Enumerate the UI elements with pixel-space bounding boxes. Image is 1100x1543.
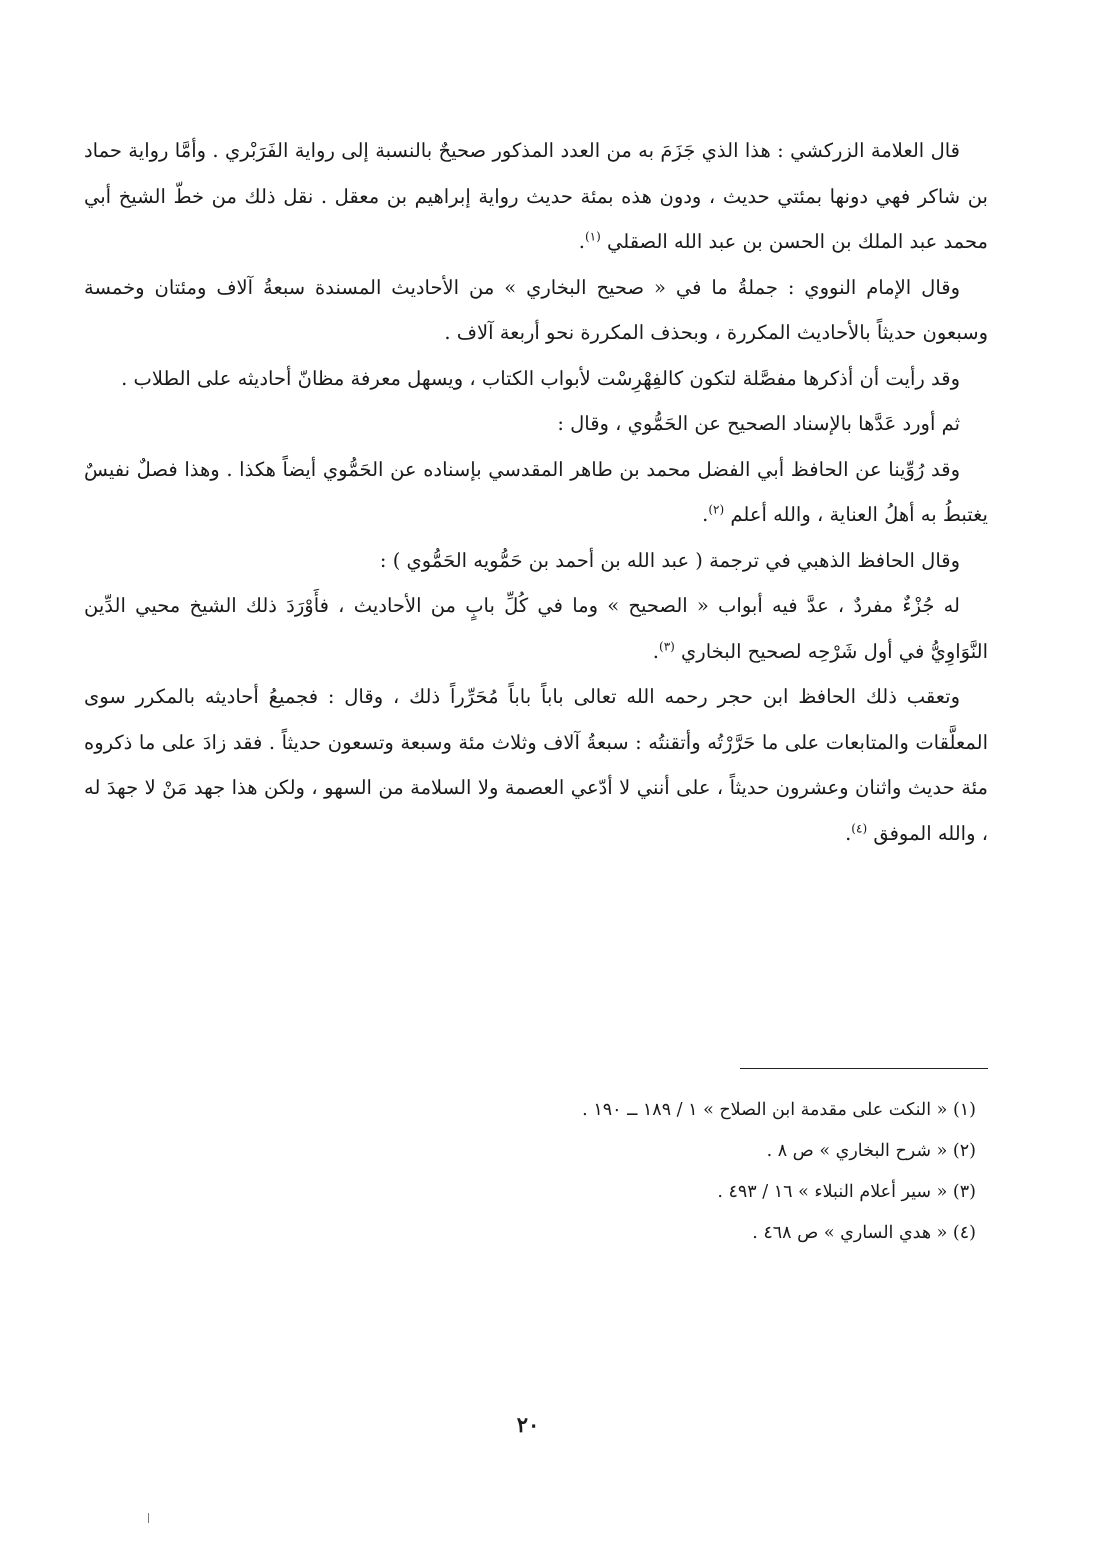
footnotes xyxy=(300,1090,976,1254)
footnote-1: (١) « النكت على مقدمة ابن الصلاح » ١ / ١٨٩ ــ ١٩٠ . xyxy=(582,1100,976,1120)
paragraph-text: وتعقب ذلك الحافظ ابن حجر رحمه الله تعالى باباً باباً مُحَرِّراً ذلك ، وقال : فجميعُ أحاديثه بالمكرر سوى المعلَّقات والمتابعات على ما حَرَّرْتُه وأتقنتُه : سبعةُ آلاف وثلاث مئة وسبعة وتسعون حديثاً . فقد زادَ على ما ذكروه مئة حديث واثنان وعشرون حديثاً ، على أنني لا أدّعي العصمة ولا السلامة من السهو ، ولكن هذا جهد مَنْ لا جهدَ له ، والله الموفق xyxy=(84,685,988,845)
footnote-ref-3: (٣) xyxy=(659,639,675,653)
footnote-divider xyxy=(740,1068,988,1069)
paragraph-zarkashi xyxy=(84,128,988,265)
paragraph-juz xyxy=(84,583,988,674)
paragraph-end: . xyxy=(702,503,709,526)
paragraph-end: . xyxy=(845,821,852,845)
paragraph-hamawi-chain xyxy=(84,401,988,447)
paragraph-text: وقال الحافظ الذهبي في ترجمة ( عبد الله بن أحمد بن حَمُّويه الحَمُّوي ) : xyxy=(379,548,960,572)
footnote-2: (٢) « شرح البخاري » ص ٨ . xyxy=(766,1141,976,1161)
body-text xyxy=(84,128,988,856)
footnote-ref-4: (٤) xyxy=(851,821,868,835)
paragraph-text: وقد رُوِّينا عن الحافظ أبي الفضل محمد بن طاهر المقدسي بإسناده عن الحَمُّوي أيضاً هكذا . وهذا فصلٌ نفيسٌ يغتبطُ به أهلُ العناية ، والله أعلم xyxy=(84,457,988,526)
paragraph-index-note xyxy=(84,356,988,402)
paragraph-text: ثم أورد عَدَّها بالإسناد الصحيح عن الحَمُّوي ، وقال : xyxy=(557,412,960,435)
paragraph-text: قال العلامة الزركشي : هذا الذي جَزَمَ به من العدد المذكور صحيحٌ بالنسبة إلى رواية الفَرَبْري . وأمَّا رواية حماد بن شاكر فهي دونها بمئتي حديث ، ودون هذه بمئة حديث رواية إبراهيم بن معقل . نقل ذلك من خطّ الشيخ أبي محمد عبد الملك بن الحسن بن عبد الله الصقلي xyxy=(84,139,988,253)
page-number: ٢٠ xyxy=(516,1412,540,1437)
footnote-4: (٤) « هدي الساري » ص ٤٦٨ . xyxy=(752,1223,976,1243)
paragraph-nawawi xyxy=(84,265,988,356)
footnote-ref-2: (٢) xyxy=(708,502,725,517)
paragraph-maqdisi xyxy=(84,447,988,538)
footnote-3: (٣) « سير أعلام النبلاء » ١٦ / ٤٩٣ . xyxy=(717,1182,976,1202)
paragraph-ibn-hajar xyxy=(84,674,988,856)
paragraph-dhahabi xyxy=(84,538,988,584)
paragraph-end: . xyxy=(652,639,659,663)
paragraph-end: . xyxy=(578,230,585,253)
paragraph-text: وقال الإمام النووي : جملةُ ما في « صحيح البخاري » من الأحاديث المسندة سبعةُ آلاف ومئتان وخمسة وسبعون حديثاً بالأحاديث المكررة ، وبحذف المكررة نحو أربعة آلاف . xyxy=(84,275,988,344)
scan-mark xyxy=(148,1513,149,1523)
paragraph-text: له جُزْءٌ مفردٌ ، عدَّ فيه أبواب « الصحيح » وما في كُلِّ بابٍ من الأحاديث ، فأَوْرَدَ ذلك الشيخ محيي الدِّين النَّوَاوِيُّ في أول شَرْحِه لصحيح البخاري xyxy=(84,594,988,663)
paragraph-text: وقد رأيت أن أذكرها مفصَّلة لتكون كالفِهْرِسْت لأبواب الكتاب ، ويسهل معرفة مظانّ أحاديثه على الطلاب . xyxy=(121,366,960,390)
footnote-ref-1: (١) xyxy=(584,229,601,244)
